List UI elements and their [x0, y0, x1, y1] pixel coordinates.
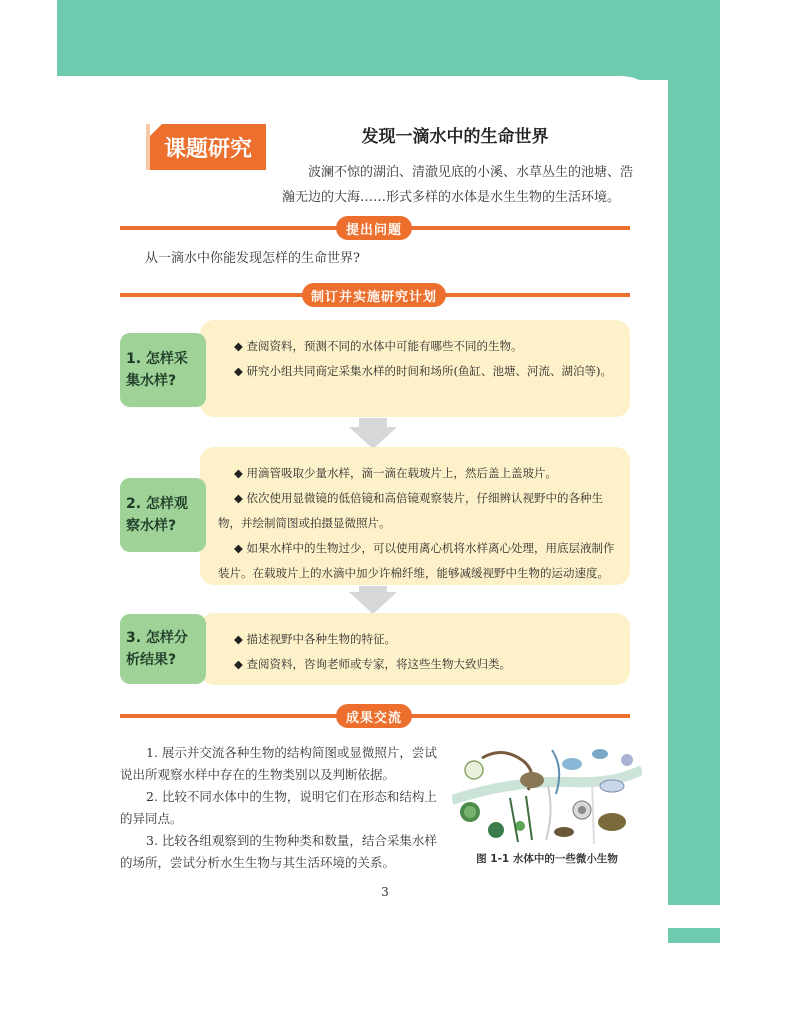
- heading-results: 成果交流: [336, 704, 412, 728]
- step-1-label: 1. 怎样采集水样?: [120, 333, 206, 407]
- step-1-box: [200, 320, 630, 417]
- results-list: [120, 742, 440, 874]
- figure-caption: 图 1-1 水体中的一些微小生物: [476, 853, 618, 865]
- step-1-item-1: 查阅资料，预测不同的水体中可能有哪些不同的生物。: [246, 339, 523, 353]
- microorganisms-illustration: [452, 740, 642, 848]
- step-3-item-2: 查阅资料，咨询老师或专家，将这些生物大致归类。: [246, 657, 512, 671]
- step-2-label: 2. 怎样观察水样?: [120, 478, 206, 552]
- bullet-icon: ◆: [234, 466, 243, 480]
- badge-notch: [150, 124, 162, 136]
- step-2-item-2: 依次使用显微镜的低倍镜和高倍镜观察装片，仔细辨认视野中的各种生物，并绘制简图或拍摄显微照片。: [218, 491, 604, 530]
- step-2-box: [200, 447, 630, 585]
- step-2-item-1: 用滴管吸取少量水样，滴一滴在载玻片上，然后盖上盖玻片。: [246, 466, 558, 480]
- bullet-icon: ◆: [234, 339, 243, 353]
- step-3-label: 3. 怎样分析结果?: [120, 614, 206, 684]
- results-item-2: 2. 比较不同水体中的生物，说明它们在形态和结构上的异同点。: [120, 789, 437, 826]
- section-badge: 课题研究: [150, 124, 266, 170]
- bullet-icon: ◆: [234, 541, 243, 555]
- bullet-icon: ◆: [234, 491, 243, 505]
- bullet-icon: ◆: [234, 657, 243, 671]
- bullet-icon: ◆: [234, 364, 243, 378]
- step-1-item-2: 研究小组共同商定采集水样的时间和场所(鱼缸、池塘、河流、湖泊等)。: [246, 364, 612, 378]
- header-band: [57, 0, 720, 80]
- arrow-down-icon: [349, 427, 397, 449]
- question-text: 从一滴水中你能发现怎样的生命世界?: [145, 251, 360, 266]
- page-number: 3: [381, 885, 389, 899]
- bullet-icon: ◆: [234, 632, 243, 646]
- step-3-box: [200, 613, 630, 685]
- heading-plan: 制订并实施研究计划: [302, 283, 446, 307]
- side-tab: [668, 928, 720, 943]
- heading-question: 提出问题: [336, 216, 412, 240]
- step-2-item-3: 如果水样中的生物过少，可以使用离心机将水样离心处理，用底层液制作装片。在载玻片上的水滴中加少许棉纤维，能够减缓视野中生物的运动速度。: [218, 541, 615, 580]
- results-item-3: 3. 比较各组观察到的生物种类和数量，结合采集水样的场所，尝试分析水生生物与其生活环境的关系。: [120, 833, 437, 870]
- intro-paragraph: 波澜不惊的湖泊、清澈见底的小溪、水草丛生的池塘、浩瀚无边的大海……形式多样的水体是水生生物的生活环境。: [282, 165, 634, 205]
- arrow-down-icon: [349, 592, 397, 614]
- results-item-1: 1. 展示并交流各种生物的结构简图或显微照片，尝试说出所观察水样中存在的生物类别以及判断依据。: [120, 745, 437, 782]
- side-band: [668, 0, 720, 905]
- page-title: 发现一滴水中的生命世界: [361, 127, 549, 147]
- step-3-item-1: 描述视野中各种生物的特征。: [246, 632, 397, 646]
